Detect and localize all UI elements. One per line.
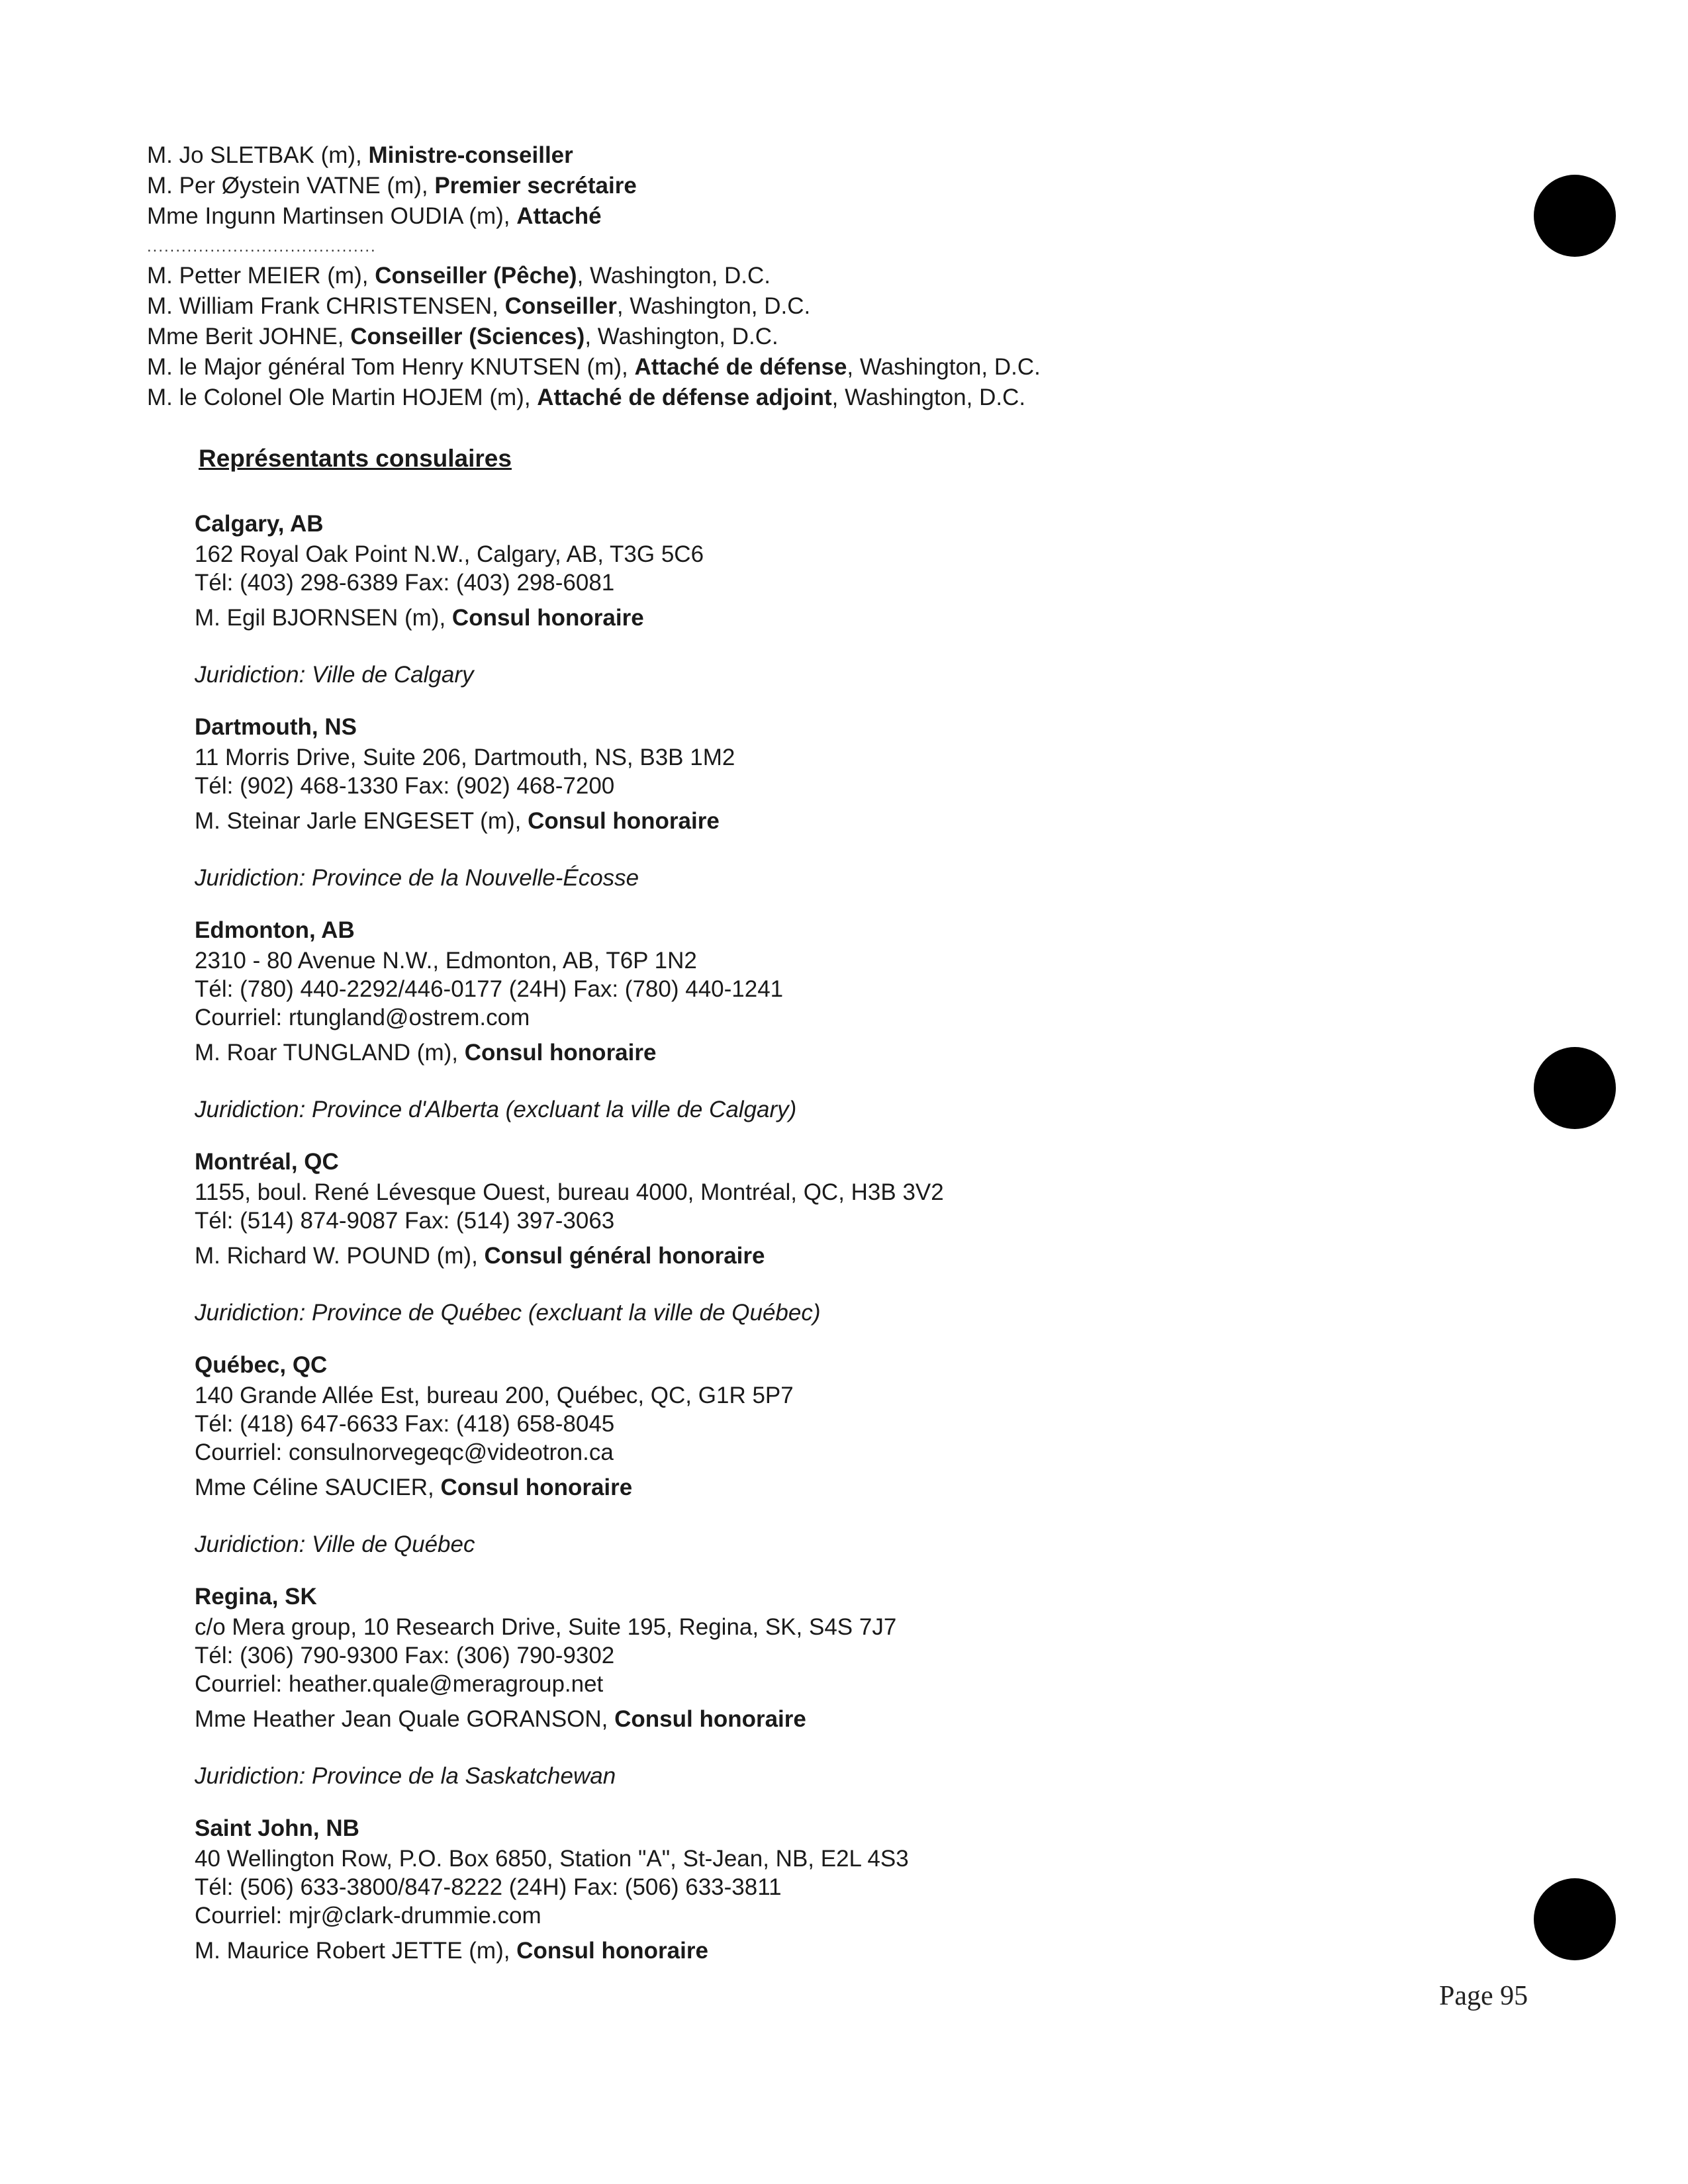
staff-name: M. Jo SLETBAK (m), <box>147 142 369 168</box>
staff-title: Ministre-conseiller <box>368 142 573 168</box>
staff-row <box>147 201 1041 232</box>
staff-name: M. le Major général Tom Henry KNUTSEN (m), <box>147 354 635 380</box>
staff-title: Conseiller (Sciences) <box>350 324 585 349</box>
consul-person <box>195 805 944 837</box>
consul-person <box>195 602 944 634</box>
consulate-address: 1155, boul. René Lévesque Ouest, bureau 4000, Montréal, QC, H3B 3V2 <box>195 1179 944 1205</box>
consulate-email: Courriel: consulnorvegeqc@videotron.ca <box>195 1439 614 1465</box>
staff-list <box>147 140 1041 413</box>
staff-name: M. Per Øystein VATNE (m), <box>147 173 435 199</box>
consulate-email: Courriel: mjr@clark-drummie.com <box>195 1903 541 1929</box>
consul-role: Consul honoraire <box>451 605 644 631</box>
page-number: Page 95 <box>1439 1981 1528 2011</box>
staff-location: , Washington, D.C. <box>847 354 1041 380</box>
consulate-city: Montréal, QC <box>195 1149 339 1175</box>
consulate-city: Québec, QC <box>195 1352 328 1378</box>
consul-name: Mme Céline SAUCIER, <box>195 1475 441 1500</box>
staff-name: M. William Frank CHRISTENSEN, <box>147 293 505 319</box>
staff-name: M. le Colonel Ole Martin HOJEM (m), <box>147 385 538 410</box>
staff-title: Attaché de défense adjoint <box>537 385 832 410</box>
staff-title: Attaché de défense <box>634 354 847 380</box>
consul-name: M. Steinar Jarle ENGESET (m), <box>195 808 528 834</box>
consulate-entry <box>195 508 944 691</box>
consulate-phone: Tél: (780) 440-2292/446-0177 (24H) Fax: (780) 440-1241 <box>195 976 784 1002</box>
consulate-phone: Tél: (306) 790-9300 Fax: (306) 790-9302 <box>195 1643 615 1668</box>
consul-role: Consul honoraire <box>516 1938 708 1964</box>
section-title: Représentants consulaires <box>199 445 512 472</box>
consulate-jurisdiction: Juridiction: Ville de Calgary <box>195 662 474 688</box>
consul-role: Consul honoraire <box>464 1040 657 1066</box>
consulate-phone: Tél: (514) 874-9087 Fax: (514) 397-3063 <box>195 1208 615 1234</box>
consulate-jurisdiction: Juridiction: Province d'Alberta (excluant la ville de Calgary) <box>195 1097 797 1122</box>
staff-title: Conseiller (Pêche) <box>375 263 577 289</box>
consul-role: Consul général honoraire <box>484 1243 765 1269</box>
staff-row <box>147 383 1041 413</box>
staff-title: Conseiller <box>504 293 617 319</box>
consul-role: Consul honoraire <box>614 1706 806 1732</box>
staff-location: , Washington, D.C. <box>585 324 778 349</box>
staff-name: M. Petter MEIER (m), <box>147 263 375 289</box>
dotted-separator: ........................................ <box>147 238 377 255</box>
punch-hole-top <box>1534 175 1616 257</box>
consul-name: M. Richard W. POUND (m), <box>195 1243 485 1269</box>
staff-row <box>147 352 1041 383</box>
consulate-phone: Tél: (902) 468-1330 Fax: (902) 468-7200 <box>195 773 615 799</box>
staff-name: Mme Berit JOHNE, <box>147 324 351 349</box>
consulate-address: 140 Grande Allée Est, bureau 200, Québec, QC, G1R 5P7 <box>195 1383 794 1408</box>
consulate-city: Saint John, NB <box>195 1815 359 1841</box>
consulate-entry <box>195 1581 944 1792</box>
staff-row <box>147 140 1041 171</box>
consul-name: M. Roar TUNGLAND (m), <box>195 1040 465 1066</box>
consulate-entry <box>195 1146 944 1329</box>
staff-name: Mme Ingunn Martinsen OUDIA (m), <box>147 203 517 229</box>
consulate-jurisdiction: Juridiction: Province de la Saskatchewan <box>195 1763 616 1789</box>
consul-name: Mme Heather Jean Quale GORANSON, <box>195 1706 615 1732</box>
consulate-address: 162 Royal Oak Point N.W., Calgary, AB, T3G 5C6 <box>195 541 704 567</box>
punch-hole-middle <box>1534 1047 1616 1129</box>
consulate-phone: Tél: (403) 298-6389 Fax: (403) 298-6081 <box>195 570 615 596</box>
consulate-email: Courriel: rtungland@ostrem.com <box>195 1005 530 1030</box>
staff-title: Attaché <box>516 203 602 229</box>
staff-location: , Washington, D.C. <box>577 263 771 289</box>
consulate-phone: Tél: (506) 633-3800/847-8222 (24H) Fax: (506) 633-3811 <box>195 1874 782 1900</box>
punch-hole-bottom <box>1534 1878 1616 1960</box>
consul-role: Consul honoraire <box>440 1475 633 1500</box>
consul-person <box>195 1935 944 1967</box>
consulate-address: 40 Wellington Row, P.O. Box 6850, Station "A", St-Jean, NB, E2L 4S3 <box>195 1846 909 1872</box>
consulate-jurisdiction: Juridiction: Ville de Québec <box>195 1531 475 1557</box>
consulate-entry <box>195 1813 944 1967</box>
consul-person <box>195 1704 944 1735</box>
consulate-entry <box>195 711 944 894</box>
staff-row <box>147 261 1041 291</box>
consulate-city: Regina, SK <box>195 1584 317 1610</box>
consulate-phone: Tél: (418) 647-6633 Fax: (418) 658-8045 <box>195 1411 615 1437</box>
consulate-jurisdiction: Juridiction: Province de Québec (excluant la ville de Québec) <box>195 1300 821 1326</box>
consulate-address: 11 Morris Drive, Suite 206, Dartmouth, NS, B3B 1M2 <box>195 745 735 770</box>
consulate-entry <box>195 1349 944 1561</box>
consular-section <box>195 442 944 1987</box>
consulate-address: c/o Mera group, 10 Research Drive, Suite 195, Regina, SK, S4S 7J7 <box>195 1614 897 1640</box>
consulate-jurisdiction: Juridiction: Province de la Nouvelle-Écosse <box>195 865 639 891</box>
consulate-email: Courriel: heather.quale@meragroup.net <box>195 1671 604 1697</box>
staff-location: , Washington, D.C. <box>616 293 811 319</box>
consulate-city: Dartmouth, NS <box>195 714 357 740</box>
consul-role: Consul honoraire <box>528 808 720 834</box>
consulate-city: Calgary, AB <box>195 511 324 537</box>
consul-name: M. Egil BJORNSEN (m), <box>195 605 452 631</box>
staff-row <box>147 171 1041 201</box>
consulate-address: 2310 - 80 Avenue N.W., Edmonton, AB, T6P 1N2 <box>195 948 697 974</box>
staff-title: Premier secrétaire <box>434 173 637 199</box>
consul-person <box>195 1240 944 1272</box>
consul-person <box>195 1472 944 1504</box>
staff-row <box>147 322 1041 352</box>
consul-name: M. Maurice Robert JETTE (m), <box>195 1938 517 1964</box>
consulate-entry <box>195 915 944 1126</box>
consulate-city: Edmonton, AB <box>195 917 355 943</box>
staff-location: , Washington, D.C. <box>831 385 1026 410</box>
staff-row <box>147 291 1041 322</box>
consul-person <box>195 1037 944 1069</box>
